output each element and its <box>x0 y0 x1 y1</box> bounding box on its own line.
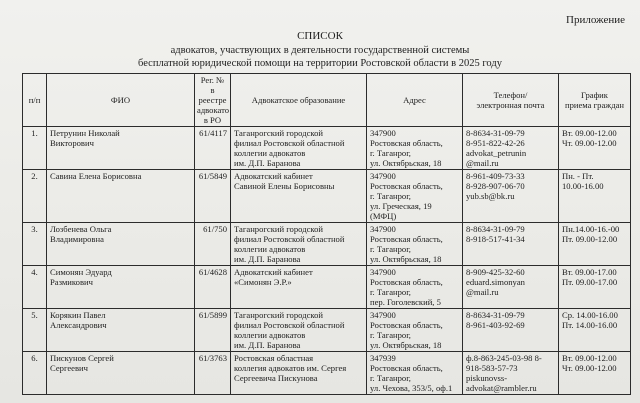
lawyer-name: Савина Елена Борисовна <box>47 170 195 223</box>
contact: 8-961-409-73-33 8-928-907-06-70 yub.sb@bk.ru <box>463 170 559 223</box>
law-organization: Адвокатский кабинет «Симонян Э.Р.» <box>231 266 367 309</box>
schedule: Пн. - Пт. 10.00-16.00 <box>559 170 631 223</box>
row-number: 3. <box>23 223 47 266</box>
lawyer-name: Лозбенева Ольга Владимировна <box>47 223 195 266</box>
schedule: Вт. 09.00-12.00 Чт. 09.00-12.00 <box>559 127 631 170</box>
table-header-row <box>23 74 631 127</box>
law-organization: Адвокатский кабинет Савиной Елены Борисовны <box>231 170 367 223</box>
document-title: СПИСОК <box>297 30 343 42</box>
table-row <box>23 309 631 352</box>
law-organization: Таганрогский городской филиал Ростовской областной коллегии адвокатов им. Д.П. Баранова <box>231 309 367 352</box>
lawyer-name: Корякин Павел Александрович <box>47 309 195 352</box>
address: 347900 Ростовская область, г. Таганрог, ул. Октябрьская, 18 <box>367 223 463 266</box>
document-subtitle <box>0 45 640 70</box>
address: 347900 Ростовская область, г. Таганрог, пер. Гоголевский, 5 <box>367 266 463 309</box>
contact: 8-8634-31-09-79 8-961-403-92-69 <box>463 309 559 352</box>
column-header-schedule: График приема граждан <box>559 74 631 127</box>
table-row <box>23 127 631 170</box>
column-header-contact: Телефон/ электронная почта <box>463 74 559 127</box>
lawyers-table <box>22 73 631 395</box>
lawyer-name: Петрунин Николай Викторович <box>47 127 195 170</box>
column-header-registry: Рег. № в реестре адвокато в РО <box>195 74 231 127</box>
contact: ф.8-863-245-03-98 8- 918-583-57-73 piskunovss- advokat@rambler.ru <box>463 352 559 395</box>
registry-number: 61/5899 <box>195 309 231 352</box>
registry-number: 61/750 <box>195 223 231 266</box>
row-number: 2. <box>23 170 47 223</box>
table-row <box>23 352 631 395</box>
registry-number: 61/3763 <box>195 352 231 395</box>
column-header-name: ФИО <box>47 74 195 127</box>
schedule: Ср. 14.00-16.00 Пт. 14.00-16.00 <box>559 309 631 352</box>
contact: 8-909-425-32-60 eduard.simonyan @mail.ru <box>463 266 559 309</box>
registry-number: 61/5849 <box>195 170 231 223</box>
column-header-organization: Адвокатское образование <box>231 74 367 127</box>
row-number: 4. <box>23 266 47 309</box>
row-number: 5. <box>23 309 47 352</box>
contact: 8-8634-31-09-79 8-918-517-41-34 <box>463 223 559 266</box>
address: 347939 Ростовская область, г. Таганрог, ул. Чехова, 353/5, оф.1 <box>367 352 463 395</box>
appendix-label: Приложение <box>566 14 626 26</box>
schedule: Пн.14.00-16.-00 Пт. 09.00-12.00 <box>559 223 631 266</box>
table-row <box>23 170 631 223</box>
column-header-number: п/п <box>23 74 47 127</box>
schedule: Вт. 09.00-17.00 Пт. 09.00-17.00 <box>559 266 631 309</box>
schedule: Вт. 09.00-12.00 Чт. 09.00-12.00 <box>559 352 631 395</box>
lawyer-name: Пискунов Сергей Сергеевич <box>47 352 195 395</box>
law-organization: Таганрогский городской филиал Ростовской областной коллегии адвокатов им. Д.П. Баранова <box>231 223 367 266</box>
law-organization: Ростовская областная коллегия адвокатов им. Сергея Сергеевича Пискунова <box>231 352 367 395</box>
address: 347900 Ростовская область, г. Таганрог, ул. Греческая, 19 (МФЦ) <box>367 170 463 223</box>
row-number: 1. <box>23 127 47 170</box>
law-organization: Таганрогский городской филиал Ростовской областной коллегии адвокатов им. Д.П. Баранова <box>231 127 367 170</box>
registry-number: 61/4117 <box>195 127 231 170</box>
column-header-address: Адрес <box>367 74 463 127</box>
address: 347900 Ростовская область, г. Таганрог, ул. Октябрьская, 18 <box>367 127 463 170</box>
subtitle-line-1: адвокатов, участвующих в деятельности государственной системы <box>170 45 470 56</box>
contact: 8-8634-31-09-79 8-951-822-42-26 advokat_petrunin @mail.ru <box>463 127 559 170</box>
table-row <box>23 266 631 309</box>
registry-number: 61/4628 <box>195 266 231 309</box>
address: 347900 Ростовская область, г. Таганрог, ул. Октябрьская, 18 <box>367 309 463 352</box>
subtitle-line-2: бесплатной юридической помощи на территории Ростовской области в 2025 году <box>138 57 502 69</box>
row-number: 6. <box>23 352 47 395</box>
lawyer-name: Симонян Эдуард Размикович <box>47 266 195 309</box>
table-row <box>23 223 631 266</box>
